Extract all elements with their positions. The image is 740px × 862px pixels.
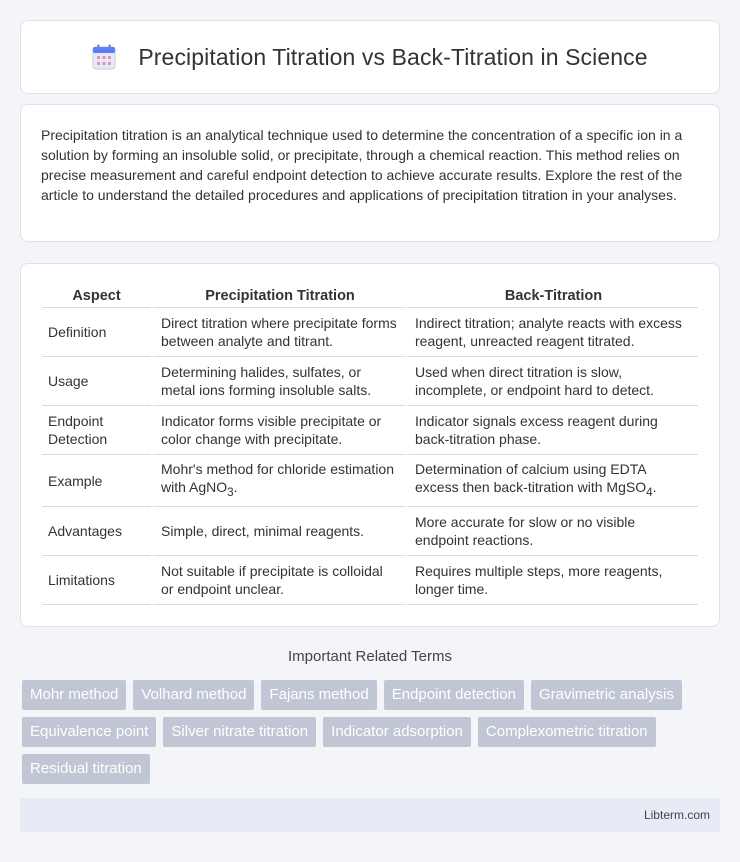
header-precipitation: Precipitation Titration — [151, 284, 405, 308]
cell-aspect: Endpoint Detection — [42, 406, 151, 455]
table-row — [42, 556, 698, 605]
header-card — [20, 20, 720, 94]
cell-back-titration: Indirect titration; analyte reacts with excess reagent, unreacted reagent titrated. — [405, 308, 698, 357]
tag-mohr-method[interactable]: Mohr method — [22, 680, 126, 710]
cell-aspect: Example — [42, 455, 151, 507]
cell-precipitation: Determining halides, sulfates, or metal ions forming insoluble salts. — [151, 357, 405, 406]
tag-indicator-adsorption[interactable]: Indicator adsorption — [323, 717, 471, 747]
page-title: Precipitation Titration vs Back-Titration in Science — [138, 43, 648, 70]
table-row — [42, 507, 698, 556]
comparison-table-card — [20, 263, 720, 627]
table-row — [42, 406, 698, 455]
tag-fajans-method[interactable]: Fajans method — [261, 680, 376, 710]
subscript: 4 — [646, 485, 653, 499]
cell-back-titration — [405, 455, 698, 507]
cell-back-titration: Requires multiple steps, more reagents, longer time. — [405, 556, 698, 605]
related-terms-list — [22, 680, 722, 791]
tag-silver-nitrate-titration[interactable]: Silver nitrate titration — [163, 717, 316, 747]
footer-brand-link[interactable]: Libterm.com — [643, 808, 710, 822]
cell-precipitation — [151, 455, 405, 507]
cell-text-end: . — [233, 478, 238, 495]
tag-residual-titration[interactable]: Residual titration — [22, 754, 150, 784]
header-back-titration: Back-Titration — [405, 284, 698, 308]
intro-text: Precipitation titration is an analytical technique used to determine the concentration of a specific ion in a solution by forming an insoluble solid, or precipitate, through a chemical reaction. This method relies on precise measurement and careful endpoint detection to achieve accurate results. Explore the rest of the article to understand the detailed procedures and applications of precipitation titration in your analyses. — [41, 127, 683, 203]
comparison-table — [42, 284, 698, 605]
tag-equivalence-point[interactable]: Equivalence point — [22, 717, 156, 747]
table-row — [42, 455, 698, 507]
cell-precipitation: Simple, direct, minimal reagents. — [151, 507, 405, 556]
cell-text: Determination of calcium using EDTA excess then back-titration with MgSO — [415, 460, 647, 495]
cell-aspect: Definition — [42, 308, 151, 357]
cell-precipitation: Direct titration where precipitate forms between analyte and titrant. — [151, 308, 405, 357]
related-terms-title: Important Related Terms — [288, 648, 452, 665]
document-icon — [92, 44, 116, 70]
table-row — [42, 357, 698, 406]
cell-back-titration: Used when direct titration is slow, incomplete, or endpoint hard to detect. — [405, 357, 698, 406]
cell-text-end: . — [652, 478, 657, 495]
subscript: 3 — [227, 485, 234, 499]
intro-card — [20, 104, 720, 242]
cell-aspect: Advantages — [42, 507, 151, 556]
table-header-row — [42, 284, 698, 308]
header-aspect: Aspect — [42, 284, 151, 308]
cell-back-titration: Indicator signals excess reagent during back-titration phase. — [405, 406, 698, 455]
cell-aspect: Limitations — [42, 556, 151, 605]
cell-text: Mohr's method for chloride estimation with AgNO — [161, 460, 394, 495]
tag-endpoint-detection[interactable]: Endpoint detection — [384, 680, 524, 710]
tag-volhard-method[interactable]: Volhard method — [133, 680, 254, 710]
tag-complexometric-titration[interactable]: Complexometric titration — [478, 717, 656, 747]
cell-aspect: Usage — [42, 357, 151, 406]
table-row — [42, 308, 698, 357]
cell-precipitation: Not suitable if precipitate is colloidal or endpoint unclear. — [151, 556, 405, 605]
cell-precipitation: Indicator forms visible precipitate or color change with precipitate. — [151, 406, 405, 455]
footer — [20, 798, 720, 832]
cell-back-titration: More accurate for slow or no visible endpoint reactions. — [405, 507, 698, 556]
tag-gravimetric-analysis[interactable]: Gravimetric analysis — [531, 680, 682, 710]
